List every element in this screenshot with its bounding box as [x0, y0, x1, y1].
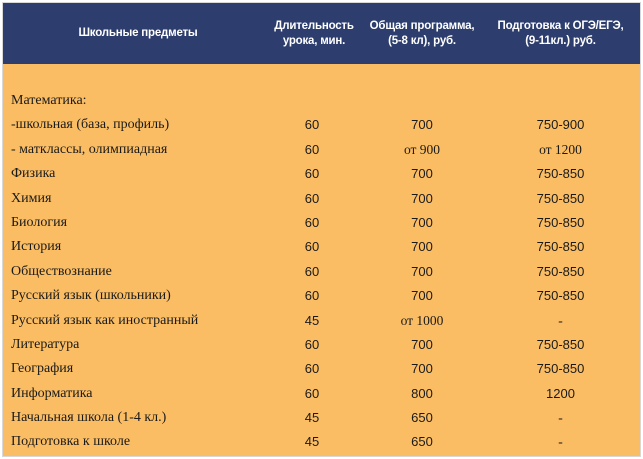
- general-price-cell: 700: [411, 214, 433, 230]
- prep-price-cell: -: [558, 410, 563, 426]
- prep-price-cell: 750-850: [536, 263, 585, 279]
- general-price-cell: 700: [411, 117, 433, 133]
- duration-cell: 60: [304, 190, 320, 206]
- table-body: [3, 89, 640, 455]
- duration-cell: 60: [304, 166, 320, 182]
- duration-cell: 60: [304, 385, 320, 401]
- table-row: [3, 284, 640, 308]
- table-row: [3, 430, 640, 454]
- table-row: [3, 260, 640, 284]
- prep-price-cell: от 1200: [539, 141, 582, 157]
- duration-cell: 45: [304, 434, 320, 450]
- table-row: [3, 406, 640, 430]
- general-price-cell: 800: [411, 385, 433, 401]
- subject-cell: Русский язык как иностранный: [11, 312, 199, 328]
- subject-cell: География: [11, 361, 74, 377]
- subject-cell: История: [11, 239, 62, 255]
- prep-price-cell: 750-850: [536, 336, 585, 352]
- table-header: [3, 3, 640, 64]
- duration-cell: 60: [304, 361, 320, 377]
- header-duration: Длительность урока, мин.: [274, 19, 354, 47]
- table-row: [3, 357, 640, 381]
- table-row: [3, 211, 640, 235]
- prep-price-cell: -: [558, 434, 563, 450]
- subject-cell: Начальная школа (1-4 кл.): [11, 410, 167, 426]
- subject-cell: Биология: [11, 214, 68, 230]
- prep-price-cell: 750-850: [536, 166, 585, 182]
- general-price-cell: 650: [411, 410, 433, 426]
- duration-cell: 60: [304, 141, 320, 157]
- table-row: [3, 138, 640, 162]
- subject-cell: Информатика: [11, 385, 93, 401]
- table-row: [3, 333, 640, 357]
- prep-price-cell: 750-850: [536, 361, 585, 377]
- table-row: [3, 235, 640, 259]
- table-row: [3, 187, 640, 211]
- prep-price-cell: 750-900: [536, 117, 585, 133]
- duration-cell: 60: [304, 214, 320, 230]
- subject-cell: Русский язык (школьники): [11, 288, 171, 304]
- price-table: [2, 2, 641, 457]
- header-general-program: Общая программа, (5-8 кл), руб.: [369, 19, 475, 47]
- duration-cell: 45: [304, 410, 320, 426]
- subject-cell: Обществознание: [11, 263, 112, 279]
- table-row: [3, 162, 640, 186]
- general-price-cell: 700: [411, 263, 433, 279]
- duration-cell: 60: [304, 117, 320, 133]
- table-row: [3, 309, 640, 333]
- header-exam-prep: Подготовка к ОГЭ/ЕГЭ, (9-11кл.) руб.: [497, 19, 624, 47]
- duration-cell: 45: [304, 312, 320, 328]
- prep-price-cell: -: [558, 312, 563, 328]
- duration-cell: 60: [304, 263, 320, 279]
- prep-price-cell: 1200: [546, 385, 575, 401]
- subject-cell: -школьная (база, профиль): [11, 117, 170, 133]
- prep-price-cell: 750-850: [536, 288, 585, 304]
- subject-cell: Литература: [11, 336, 80, 352]
- subject-cell: - матклассы, олимпиадная: [11, 141, 168, 157]
- duration-cell: 60: [304, 239, 320, 255]
- duration-cell: 60: [304, 288, 320, 304]
- prep-price-cell: 750-850: [536, 190, 585, 206]
- prep-price-cell: 750-850: [536, 214, 585, 230]
- table-row: [3, 89, 640, 113]
- header-subjects: Школьные предметы: [78, 27, 198, 39]
- table-row: [3, 113, 640, 137]
- general-price-cell: 700: [411, 288, 433, 304]
- subject-cell: Физика: [11, 166, 56, 182]
- subject-cell: Подготовка к школе: [11, 434, 131, 450]
- general-price-cell: 700: [411, 166, 433, 182]
- subject-cell: Химия: [11, 190, 52, 206]
- general-price-cell: 700: [411, 361, 433, 377]
- subject-cell: Математика:: [11, 93, 87, 108]
- general-price-cell: 700: [411, 190, 433, 206]
- general-price-cell: 700: [411, 336, 433, 352]
- duration-cell: 60: [304, 336, 320, 352]
- general-price-cell: от 1000: [400, 312, 444, 328]
- general-price-cell: 700: [411, 239, 433, 255]
- general-price-cell: 650: [411, 434, 433, 450]
- general-price-cell: от 900: [403, 141, 441, 157]
- prep-price-cell: 750-850: [536, 239, 585, 255]
- table-row: [3, 382, 640, 406]
